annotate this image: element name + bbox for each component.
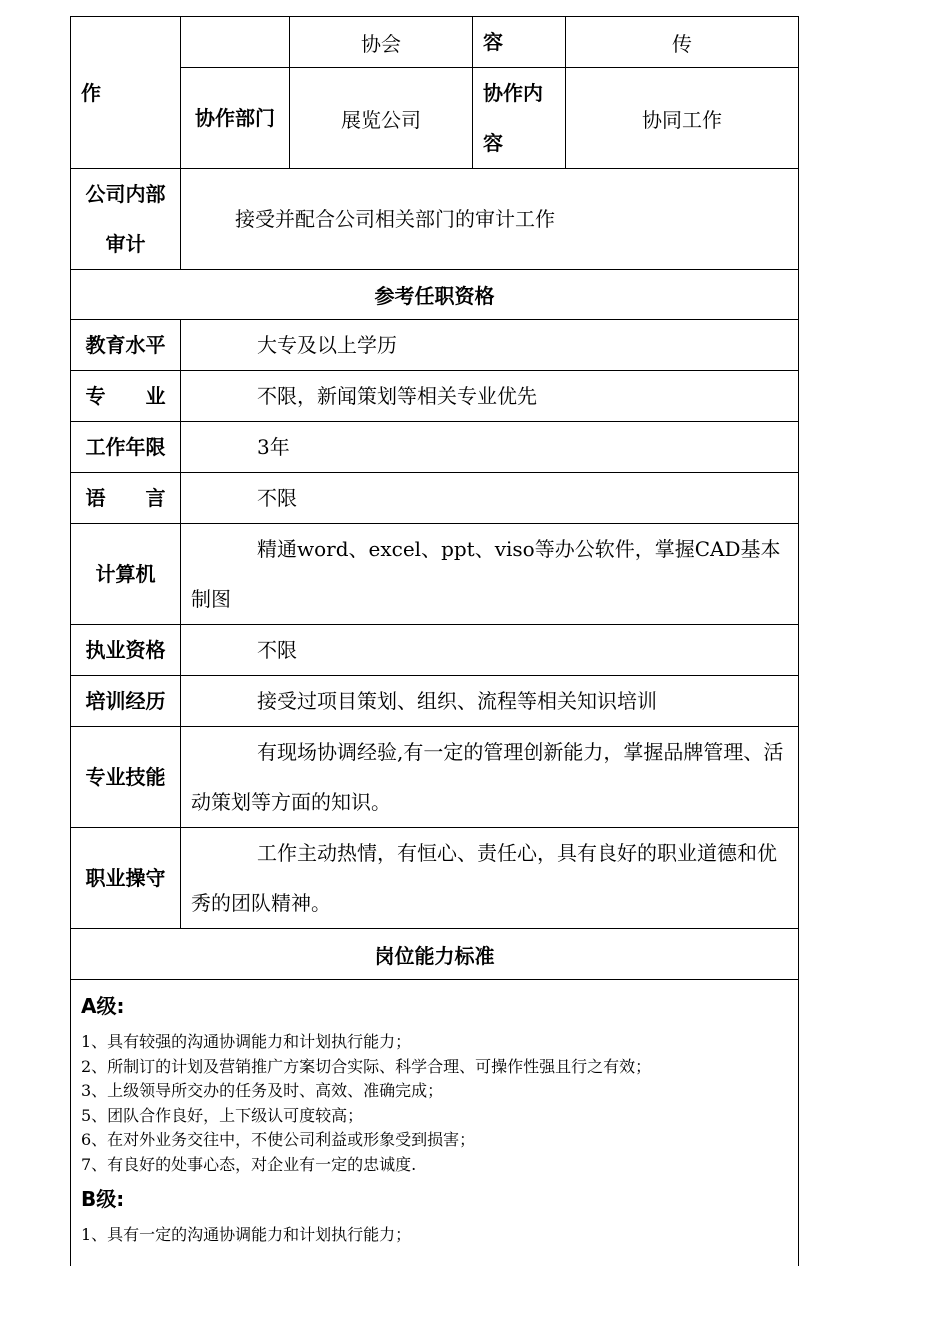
ethics-value: 工作主动热情，有恒心、责任心，具有良好的职业道德和优秀的团队精神。 <box>191 841 777 915</box>
collab-content-label2: 协作内容 <box>483 81 543 155</box>
level-a-item: 6、在对外业务交往中，不使公司利益或形象受到损害； <box>81 1130 476 1149</box>
collab-row-2 <box>71 68 799 169</box>
collab-content: 传 <box>672 31 692 56</box>
collab-label: 作 <box>81 80 101 105</box>
collab-work: 协同工作 <box>642 107 722 132</box>
standards-header-row <box>71 929 799 980</box>
standards-body-cell <box>71 980 799 1267</box>
level-a-title: A级: <box>81 994 125 1018</box>
computer-label: 计算机 <box>95 562 156 586</box>
level-a-item: 5、团队合作良好，上下级认可度较高； <box>81 1105 364 1125</box>
collab-work-cell <box>566 68 799 169</box>
job-table <box>70 16 799 1266</box>
qual-row-computer <box>71 524 799 625</box>
qualifications-title: 参考任职资格 <box>374 284 495 308</box>
level-a-item: 7、有良好的处事心态，对企业有一定的忠诚度. <box>81 1154 417 1174</box>
skills-label: 专业技能 <box>85 765 166 789</box>
collab-dept-label-cell <box>181 68 290 169</box>
qual-row-major <box>71 371 799 422</box>
collab-dept: 展览公司 <box>341 107 421 132</box>
job-description-document <box>70 16 798 1266</box>
ethics-label: 职业操守 <box>85 866 166 890</box>
qual-row-ethics <box>71 828 799 929</box>
audit-row <box>71 169 799 270</box>
collab-label-cell <box>71 17 181 169</box>
level-b-title: B级: <box>81 1187 125 1211</box>
audit-value-cell <box>181 169 799 270</box>
training-label: 培训经历 <box>85 689 166 713</box>
level-b-item: 1、具有一定的沟通协调能力和计划执行能力； <box>81 1225 412 1244</box>
qual-row-skills <box>71 727 799 828</box>
qual-row-training <box>71 676 799 727</box>
standards-title-cell <box>71 929 799 980</box>
skills-value: 有现场协调经验,有一定的管理创新能力，掌握品牌管理、活动策划等方面的知识。 <box>191 740 784 814</box>
major-value: 不限，新闻策划等相关专业优先 <box>257 384 537 408</box>
level-a-item: 2、所制订的计划及营销推广方案切合实际、科学合理、可操作性强且行之有效； <box>81 1056 652 1076</box>
qual-row-license <box>71 625 799 676</box>
qual-row-language <box>71 473 799 524</box>
collab-org-cell <box>290 17 473 68</box>
collab-content-label2-cell <box>473 68 566 169</box>
standards-body-row <box>71 980 799 1267</box>
collab-dept-label: 协作部门 <box>195 106 275 130</box>
license-value: 不限 <box>257 638 297 662</box>
collab-org: 协会 <box>361 31 401 56</box>
collab-content-label: 容 <box>483 30 503 54</box>
years-value: 3年 <box>257 435 290 459</box>
collab-content-cell <box>566 17 799 68</box>
education-value: 大专及以上学历 <box>257 333 397 357</box>
qual-row-education <box>71 320 799 371</box>
qualifications-title-cell <box>71 270 799 320</box>
computer-value: 精通word、excel、ppt、viso等办公软件，掌握CAD基本制图 <box>191 537 781 611</box>
qual-row-years <box>71 422 799 473</box>
collab-dept-cell <box>290 68 473 169</box>
audit-label: 公司内部审计 <box>85 182 166 256</box>
language-label: 语 言 <box>85 486 166 510</box>
audit-value: 接受并配合公司相关部门的审计工作 <box>235 207 555 231</box>
license-label: 执业资格 <box>85 638 166 662</box>
collab-content-label-cell <box>473 17 566 68</box>
major-label: 专 业 <box>85 384 166 408</box>
years-label: 工作年限 <box>85 435 166 459</box>
education-label: 教育水平 <box>85 333 166 357</box>
level-a-item: 3、上级领导所交办的任务及时、高效、准确完成； <box>81 1081 444 1100</box>
qualifications-header-row <box>71 270 799 320</box>
collab-empty-cell <box>181 17 290 68</box>
standards-title: 岗位能力标准 <box>374 943 495 968</box>
training-value: 接受过项目策划、组织、流程等相关知识培训 <box>257 689 657 713</box>
language-value: 不限 <box>257 486 297 510</box>
audit-label-cell <box>71 169 181 270</box>
collab-row-1 <box>71 17 799 68</box>
level-a-item: 1、具有较强的沟通协调能力和计划执行能力； <box>81 1032 412 1051</box>
